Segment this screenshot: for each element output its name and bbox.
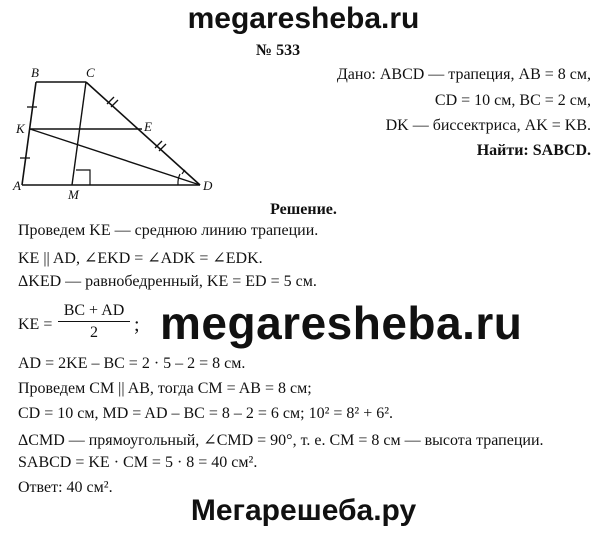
find-line: Найти: SABCD. xyxy=(476,142,591,159)
solution-line-9: SABCD = KE · CM = 5 · 8 = 40 см². xyxy=(18,454,258,471)
solution-line-7: CD = 10 см, MD = AD – BC = 8 – 2 = 6 см; 10² = 8² + 6². xyxy=(18,405,394,422)
tick-ce-2 xyxy=(111,100,118,107)
angle-arc-d xyxy=(178,174,180,185)
solution-line-2: KE || AD, ∠EKD = ∠ADK = ∠EDK. xyxy=(18,250,263,267)
solution-line-3: ΔKED — равнобедренный, KE = ED = 5 см. xyxy=(18,273,317,290)
label-m: M xyxy=(68,187,79,202)
solution-line-6: Проведем CM || AB, тогда CM = AB = 8 см; xyxy=(18,380,312,397)
given-line-2: CD = 10 см, BC = 2 см, xyxy=(434,92,591,109)
solution-line-5: AD = 2KE – BC = 2 · 5 – 2 = 8 см. xyxy=(18,355,246,372)
tick-ed-2 xyxy=(159,144,166,151)
fraction-lhs: KE = xyxy=(18,316,53,333)
right-angle-mark xyxy=(76,170,90,185)
bisector-dk xyxy=(30,129,200,185)
side-cd xyxy=(86,82,200,185)
problem-number: № 533 xyxy=(256,42,301,59)
solution-title: Решение. xyxy=(270,201,337,218)
watermark-middle: megaresheba.ru xyxy=(160,297,523,349)
solution-line-8: ΔCMD — прямоугольный, ∠CMD = 90°, т. е. CM = 8 см — высота трапеции. xyxy=(18,432,544,449)
watermark-bottom: Мегарешеба.ру xyxy=(190,494,417,527)
fraction-numerator: BC + AD xyxy=(58,302,130,322)
fraction-denominator: 2 xyxy=(90,324,98,341)
fraction-semicolon: ; xyxy=(134,314,140,336)
label-d: D xyxy=(203,178,213,193)
solution-line-1: Проведем KE — среднюю линию трапеции. xyxy=(18,222,319,239)
label-k: K xyxy=(16,121,25,136)
label-b: B xyxy=(31,65,39,80)
watermark-top: megaresheba.ru xyxy=(187,2,420,35)
given-line-3: DK — биссектриса, AK = KB. xyxy=(385,117,591,134)
tick-ce-1 xyxy=(107,97,114,104)
given-line-1: Дано: ABCD — трапеция, AB = 8 см, xyxy=(336,66,591,83)
fraction xyxy=(58,302,130,342)
label-a: A xyxy=(13,178,21,193)
label-c: C xyxy=(86,65,95,80)
label-e: E xyxy=(144,119,152,134)
answer-line: Ответ: 40 см². xyxy=(18,479,113,496)
